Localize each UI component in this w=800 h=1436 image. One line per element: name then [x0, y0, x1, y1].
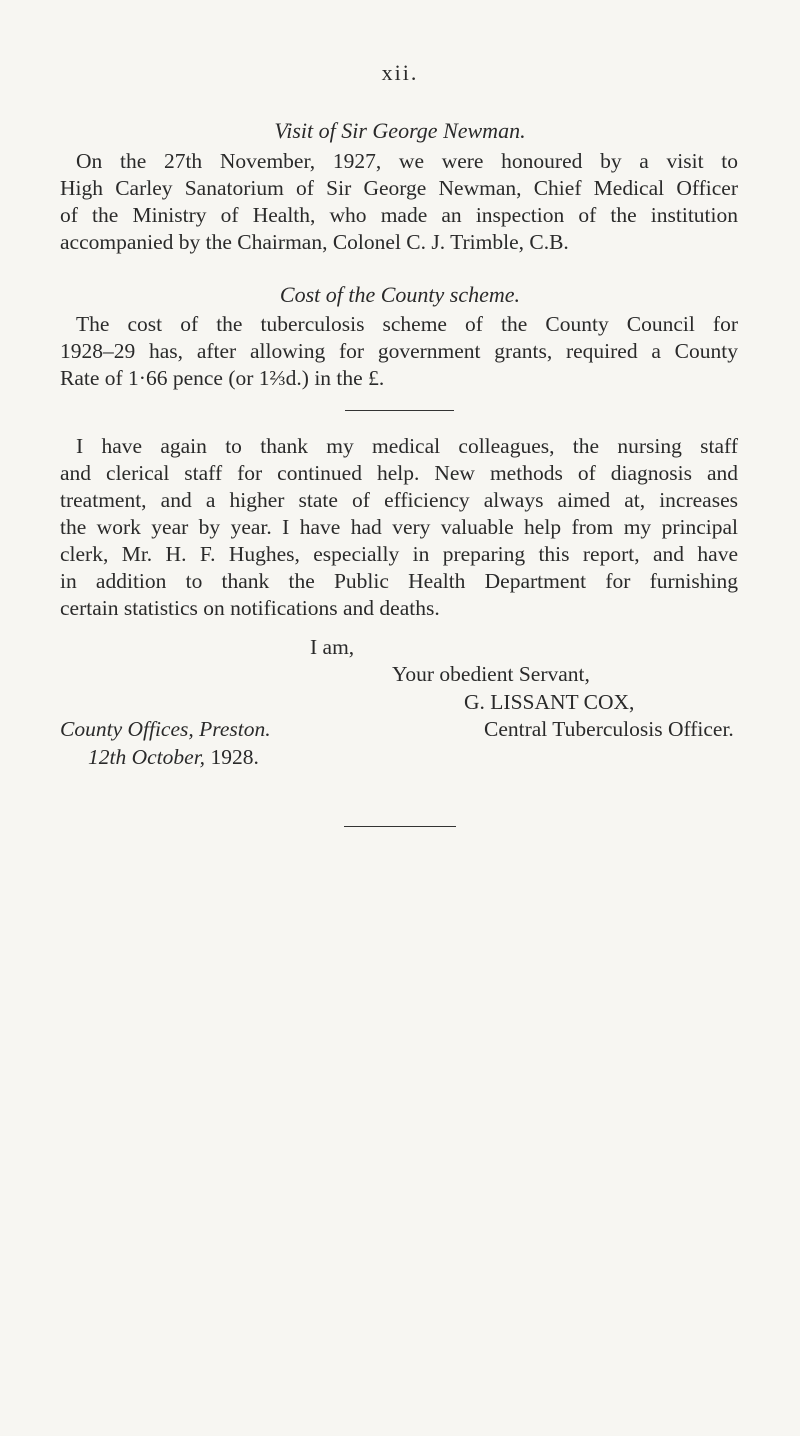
section-heading-cost: Cost of the County scheme.: [279, 282, 521, 307]
divider-rule: [345, 410, 454, 411]
divider-rule: [344, 826, 456, 827]
date-month: October,: [131, 745, 206, 769]
paragraph-line: accompanied by the Chairman, Colonel C. J. Trimble, C.B.: [60, 230, 569, 254]
paragraph-line: certain statistics on notifications and deaths.: [60, 596, 440, 620]
signature-title: Central Tuberculosis Officer.: [484, 717, 734, 741]
date-year: 1928.: [210, 745, 259, 769]
signature-valediction: Your obedient Servant,: [392, 662, 590, 686]
paragraph-line: The cost of the tuberculosis scheme of the County Council for: [76, 312, 738, 336]
paragraph-line: High Carley Sanatorium of Sir George Newman, Chief Medical Officer: [60, 176, 738, 200]
section-heading-visit: Visit of Sir George Newman.: [274, 118, 526, 143]
signature-address: County Offices, Preston.: [60, 717, 271, 741]
paragraph-line: of the Ministry of Health, who made an inspection of the institution: [60, 203, 738, 227]
paragraph-closing: [60, 433, 738, 622]
paragraph-line: in addition to thank the Public Health Department for furnishing: [60, 569, 738, 593]
paragraph-line: I have again to thank my medical colleagues, the nursing staff: [76, 434, 738, 458]
page-number: xii.: [381, 60, 419, 85]
paragraph-line: treatment, and a higher state of efficiency always aimed at, increases: [60, 488, 738, 512]
paragraph-line: On the 27th November, 1927, we were honoured by a visit to: [76, 149, 738, 173]
paragraph-visit: [60, 148, 738, 256]
paragraph-cost: [60, 311, 738, 392]
paragraph-line: Rate of 1·66 pence (or 1⅔d.) in the £.: [60, 366, 385, 390]
signature-name: G. LISSANT COX,: [464, 690, 635, 714]
paragraph-line: the work year by year. I have had very valuable help from my principal: [60, 515, 738, 539]
paragraph-line: 1928–29 has, after allowing for government grants, required a County: [60, 339, 738, 363]
signature-date: [88, 745, 259, 770]
signature-salutation: I am,: [310, 635, 355, 659]
paragraph-line: clerk, Mr. H. F. Hughes, especially in preparing this report, and have: [60, 542, 738, 566]
paragraph-line: and clerical staff for continued help. New methods of diagnosis and: [60, 461, 738, 485]
date-day: 12th: [88, 745, 127, 769]
